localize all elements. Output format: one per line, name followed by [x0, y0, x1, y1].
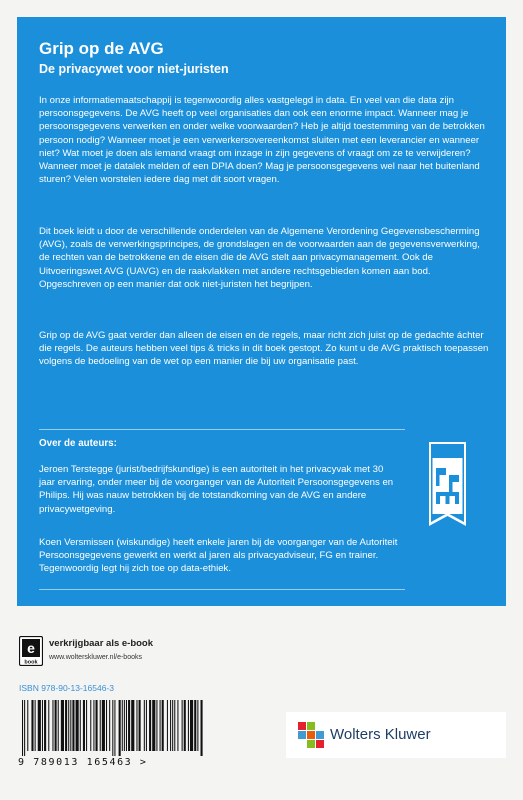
barcode-bar: [149, 700, 151, 751]
barcode-bar: [167, 700, 168, 751]
author-bio: Koen Versmissen (wiskundige) heeft enkele jaren bij de voorganger van de Autoriteit Persoonsgegevens gewerkt en werkt al jaren als privacyadviseur, FG en trainer. Tegenwoordig legt hij zich toe op data-ethiek.: [39, 537, 398, 575]
barcode-bar: [65, 700, 67, 751]
wolters-kluwer-logo: [286, 712, 506, 758]
ebook-icon-caption: book: [24, 659, 38, 666]
barcode-bar: [70, 700, 71, 751]
wolters-kluwer-logo-icon: [298, 722, 324, 748]
barcode-bar: [68, 700, 69, 751]
barcode-bar: [144, 700, 145, 751]
ebook-icon-letter: e: [27, 640, 35, 656]
barcode-bar: [76, 700, 79, 751]
barcode-bar: [174, 700, 175, 751]
barcode-bar: [172, 700, 173, 751]
barcode-bar: [61, 700, 64, 751]
barcode-bar: [136, 700, 137, 751]
barcode-bar: [201, 700, 203, 756]
barcode-bar: [102, 700, 105, 751]
barcode-bar: [80, 700, 81, 751]
barcode-bar: [55, 700, 57, 751]
barcode-bar: [90, 700, 91, 751]
barcode-bar: [100, 700, 101, 751]
barcode-bar: [124, 700, 125, 751]
divider: [39, 589, 405, 590]
barcode-bar: [44, 700, 46, 751]
ppm-publisher-logo-icon: [429, 442, 466, 526]
barcode-bar: [52, 700, 53, 751]
barcode-bar: [58, 700, 59, 751]
barcode-bar: [131, 700, 134, 751]
barcode-bar: [177, 700, 178, 751]
barcode-bar: [106, 700, 107, 751]
barcode-bar: [190, 700, 193, 751]
book-title: Grip op de AVG: [39, 39, 164, 58]
isbn-text: ISBN 978-90-13-16546-3: [19, 683, 114, 693]
barcode-bar: [146, 700, 147, 751]
barcode-bar: [156, 700, 157, 751]
barcode-bar: [31, 700, 33, 751]
barcode-bar: [38, 700, 41, 751]
barcode-bar: [119, 700, 121, 756]
blurb-paragraph: Dit boek leidt u door de verschillende onderdelen van de Algemene Verordening Gegevensbescherming (AVG), zoals de verwerkingsprincipes, de grondslagen en de voorwaarden aan de gegevensverwerking, de rechten van de betrokkene en de eisen die de AVG stelt aan privacymanagement. Ook de Uitvoeringswet AVG (UAVG) en de raakvlakken met andere rechtsgebieden komen aan bod. Opgeschreven op een manier dat ook niet-juristen het begrijpen.: [39, 226, 480, 290]
barcode-bar: [162, 700, 164, 751]
barcode-bar: [83, 700, 85, 751]
barcode-bar: [197, 700, 198, 751]
barcode-bar: [194, 700, 196, 751]
barcode-bar: [93, 700, 94, 751]
divider: [39, 429, 405, 430]
blurb-paragraph: In onze informatiemaatschappij is tegenwoordig alles vastgelegd in data. En veel van die data zijn persoonsgegevens. De AVG heeft op veel organisaties dan ook een enorme impact. Wanneer mag je persoonsgegevens verwerken en onder welke voorwaarden? Heb je altijd toestemming van de betrokken persoon nodig? Wanneer moet je een verwerkersovereenkomst sluiten met een leverancier en wanneer niet? Wat moet je doen als iemand vraagt om inzage in zijn gegevens of vraagt om ze te verwijderen? Wanneer moet je datalek melden of een DPIA doen? Mag je persoonsgegevens wel naar het buitenland sturen? Velen worstelen iedere dag met dit soort vragen.: [39, 95, 485, 186]
barcode-bar: [114, 700, 115, 756]
ebook-icon: [19, 636, 43, 666]
back-cover-panel: [17, 17, 506, 606]
book-subtitle: De privacywet voor niet-juristen: [39, 62, 229, 76]
barcode-bar: [48, 700, 49, 751]
ebook-availability-label: verkrijgbaar als e-book: [49, 638, 154, 649]
blurb-paragraph: Grip op de AVG gaat verder dan alleen de eisen en de regels, maar richt zich juist op de gedachte áchter die regels. De auteurs hebben veel tips & tricks in dit boek gestopt. Zo kunt u de AVG praktisch toepassen volgens de bedoeling van de wet op een manier die bij uw organisatie past.: [39, 330, 489, 368]
barcode-bar: [184, 700, 186, 751]
barcode-bar: [24, 700, 25, 756]
barcode-bar: [112, 700, 113, 756]
barcode-bar: [42, 700, 43, 751]
author-bio: Jeroen Terstegge (jurist/bedrijfskundige) is een autoriteit in het privacyvak met 30 jaar ervaring, onder meer bij de voorganger van de Autoriteit Persoonsgegevens en Philips. Hij was nauw betrokken bij de totstandkoming van de AVG en andere privacywetgeving.: [39, 464, 394, 515]
barcode-bar: [109, 700, 110, 751]
barcode-bar: [96, 700, 98, 751]
barcode-digits: 9 789013 165463 >: [18, 757, 148, 768]
about-authors-heading: Over de auteurs:: [39, 438, 117, 449]
publisher-name: Wolters Kluwer: [330, 726, 431, 743]
barcode-bar: [160, 700, 161, 751]
barcode: [20, 700, 205, 756]
barcode-bar: [35, 700, 36, 751]
barcode-bar: [86, 700, 87, 751]
barcode-bar: [128, 700, 130, 751]
barcode-bar: [126, 700, 127, 751]
ebook-url: www.wolterskluwer.nl/e-books: [49, 654, 142, 661]
barcode-bar: [152, 700, 155, 751]
barcode-bar: [170, 700, 171, 751]
barcode-bar: [122, 700, 123, 751]
barcode-bar: [188, 700, 189, 751]
barcode-bar: [72, 700, 74, 751]
barcode-bar: [182, 700, 183, 751]
barcode-bar: [22, 700, 23, 756]
barcode-bar: [139, 700, 141, 751]
barcode-bar: [27, 700, 28, 751]
